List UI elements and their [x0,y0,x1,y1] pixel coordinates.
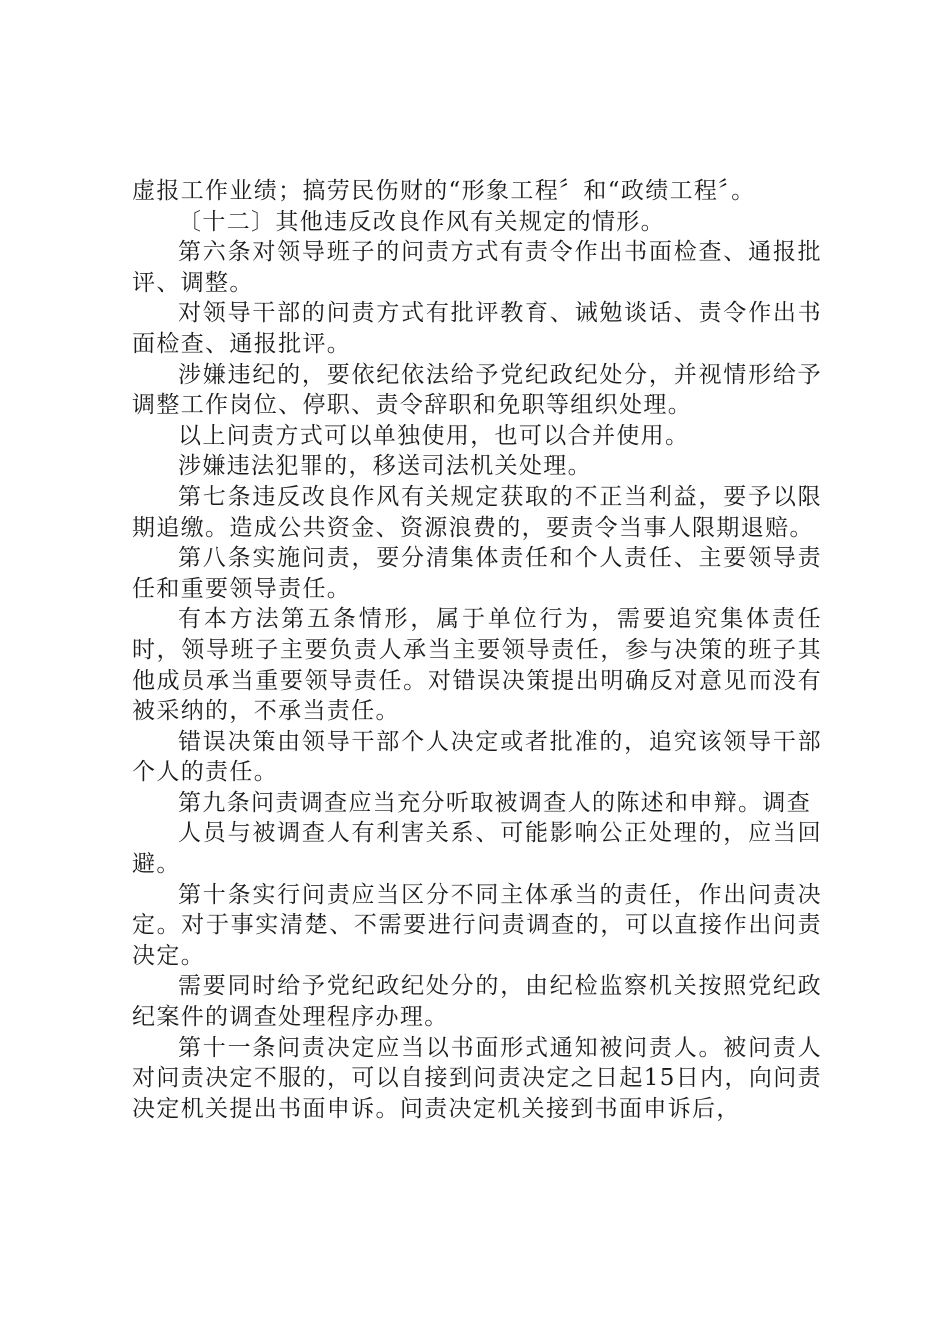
paragraph: 对领导干部的问责方式有批评教育、诫勉谈话、责令作出书面检查、通报批评。 [132,300,822,357]
paragraph: 人员与被调查人有利害关系、可能影响公正处理的，应当回避。 [132,820,822,878]
paragraph: 以上问责方式可以单独使用，也可以合并使用。 [178,422,690,449]
paragraph: 第十条实行问责应当区分不同主体承当的责任，作出问责决定。对于事实清楚、不需要进行问责调查的，可以直接作出问责决定。 [132,881,822,969]
document-body [132,176,822,1124]
paragraph: 虚报工作业绩；搞劳民伤财的“形象工程〞和“政绩工程〞。 [132,178,756,204]
paragraph: 第八条实施问责，要分清集体责任和个人责任、主要领导责任和重要领导责任。 [132,545,822,602]
paragraph: 涉嫌违纪的，要依纪依法给予党纪政纪处分，并视情形给予调整工作岗位、停职、责令辞职和免职等组织处理。 [132,361,822,419]
paragraph: 第七条违反改良作风有关规定获取的不正当利益，要予以限期追缴。造成公共资金、资源浪费的，要责令当事人限期退赔。 [132,483,822,541]
paragraph: 〔十二〕其他违反改良作风有关规定的情形。 [178,208,665,235]
paragraph: 涉嫌违法犯罪的，移送司法机关处理。 [178,453,592,480]
paragraph: 第十一条问责决定应当以书面形式通知被问责人。被问责人对问责决定不服的，可以自接到问责决定之日起15日内，向问责决定机关提出书面申诉。问责决定机关接到书面申诉后， [132,1034,822,1122]
paragraph: 错误决策由领导干部个人决定或者批准的，追究该领导干部个人的责任。 [132,728,822,786]
paragraph: 需要同时给予党纪政纪处分的，由纪检监察机关按照党纪政纪案件的调查处理程序办理。 [132,973,822,1031]
paragraph: 有本方法第五条情形，属于单位行为，需要追究集体责任时，领导班子主要负责人承当主要领导责任，参与决策的班子其他成员承当重要领导责任。对错误决策提出明确反对意见而没有被采纳的，不承当责任。 [132,606,822,725]
paragraph: 第九条问责调查应当充分听取被调查人的陈述和申辩。调查 [178,789,812,816]
paragraph: 第六条对领导班子的问责方式有责令作出书面检查、通报批评、调整。 [132,239,822,296]
